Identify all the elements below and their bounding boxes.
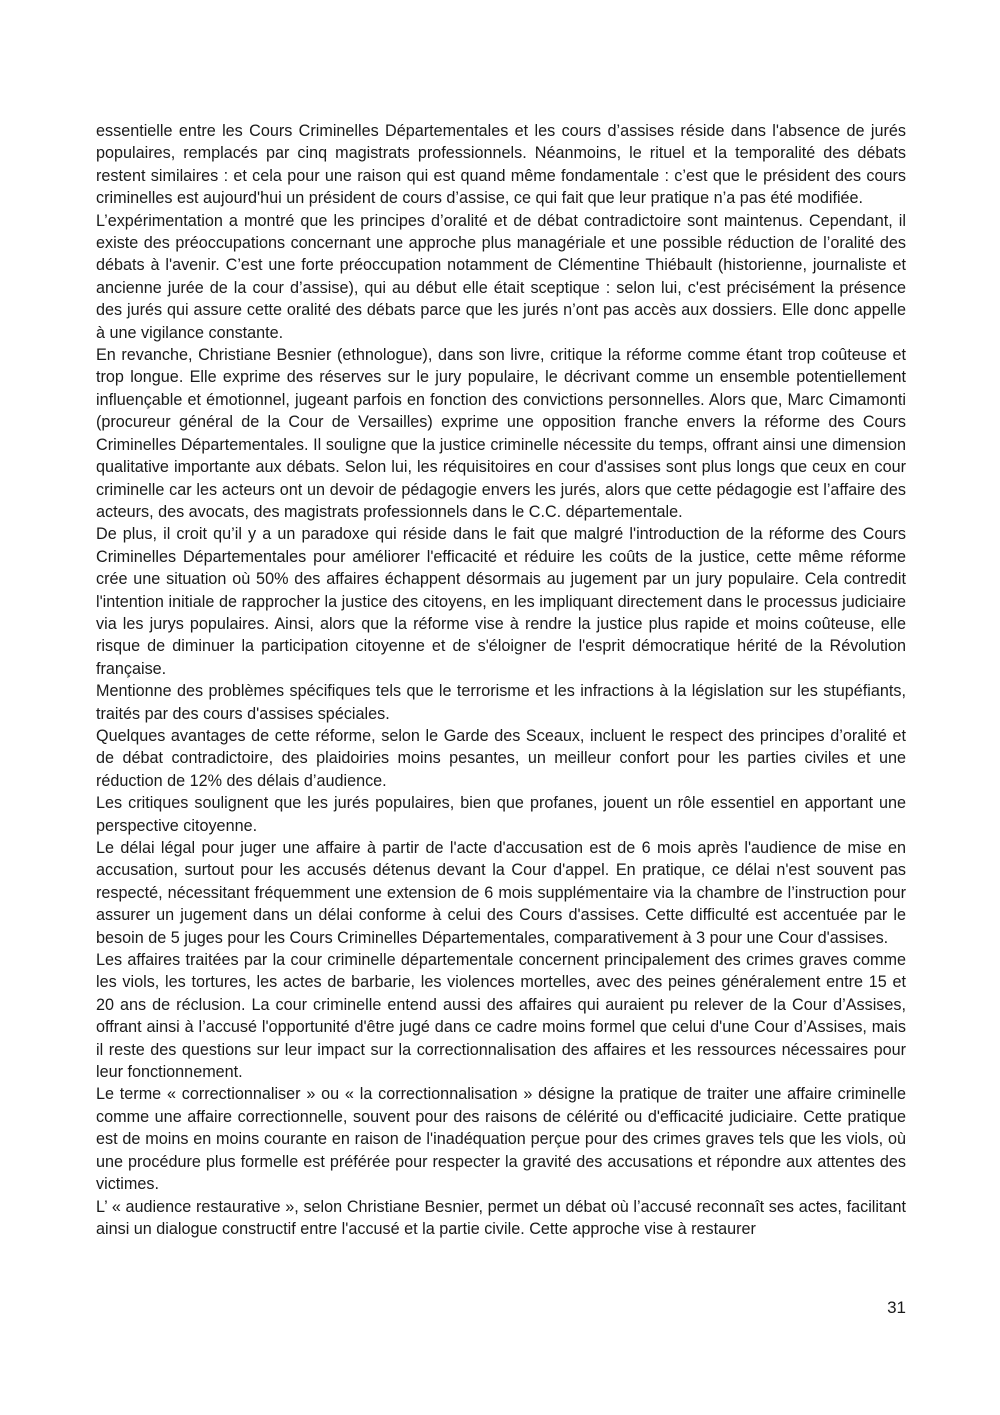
page-number: 31 <box>887 1298 906 1317</box>
paragraph: Les affaires traitées par la cour criminelle départementale concernent principalement des crimes graves comme les viols, les tortures, les actes de barbarie, les violences mortelles, avec des peines généralement entre 15 et 20 ans de réclusion. La cour criminelle entend aussi des affaires qui auraient pu relever de la Cour d’Assises, offrant ainsi à l’accusé l'opportunité d'être jugé dans ce cadre moins formel que celui d'une Cour d’Assises, mais il reste des questions sur leur impact sur la correctionnalisation des affaires et les ressources nécessaires pour leur fonctionnement. <box>96 951 906 1082</box>
paragraph: De plus, il croit qu’il y a un paradoxe qui réside dans le fait que malgré l'introduction de la réforme des Cours Criminelles Départementales pour améliorer l'efficacité et réduire les coûts de la justice, cette même réforme crée une situation où 50% des affaires échappent désormais au jugement par un jury populaire. Cela contredit l'intention initiale de rapprocher la justice des citoyens, en les impliquant directement dans le processus judiciaire via les jurys populaires. Ainsi, alors que la réforme vise à rendre la justice plus rapide et moins coûteuse, elle risque de diminuer la participation citoyenne et de s'éloigner de l'esprit démocratique hérité de la Révolution française. <box>96 525 906 678</box>
paragraph: Le terme « correctionnaliser » ou « la correctionnalisation » désigne la pratique de traiter une affaire criminelle comme une affaire correctionnelle, souvent pour des raisons de célérité ou d'efficacité judiciaire. Cette pratique est de moins en moins courante en raison de l'inadéquation perçue pour des crimes graves tels que les viols, où une procédure plus formelle est préférée pour respecter la gravité des accusations et répondre aux attentes des victimes. <box>96 1085 906 1194</box>
paragraph: Le délai légal pour juger une affaire à partir de l'acte d'accusation est de 6 mois après l'audience de mise en accusation, surtout pour les accusés détenus devant la Cour d'appel. En pratique, ce délai n'est souvent pas respecté, nécessitant fréquemment une extension de 6 mois supplémentaire via la chambre de l’instruction pour assurer un jugement dans un délai conforme à celui des Cours d'assises. Cette difficulté est accentuée par le besoin de 5 juges pour les Cours Criminelles Départementales, comparativement à 3 pour une Cour d'assises. <box>96 839 906 947</box>
paragraph: Quelques avantages de cette réforme, selon le Garde des Sceaux, incluent le respect des principes d’oralité et de débat contradictoire, des plaidoiries moins pesantes, un meilleur confort pour les parties civiles et une réduction de 12% des délais d’audience. <box>96 726 906 790</box>
document-body <box>96 120 906 1240</box>
paragraph: essentielle entre les Cours Criminelles Départementales et les cours d’assises réside dans l'absence de jurés populaires, remplacés par cinq magistrats professionnels. Néanmoins, le rituel et la temporalité des débats restent similaires : et cela pour une raison qui est quand même fondamentale : c’est que le président des cours criminelles est aujourd'hui un président de cours d’assise, ce qui fait que leur pratique n’a pas été modifiée. <box>96 122 906 208</box>
paragraph: En revanche, Christiane Besnier (ethnologue), dans son livre, critique la réforme comme étant trop coûteuse et trop longue. Elle exprime des réserves sur le jury populaire, le décrivant comme un ensemble potentiellement influençable et émotionnel, jugeant parfois en fonction des convictions personnelles. Alors que, Marc Cimamonti (procureur général de la Cour de Versailles) exprime une opposition franche envers la réforme des Cours Criminelles Départementales. Il souligne que la justice criminelle nécessite du temps, offrant ainsi une dimension qualitative importante aux débats. Selon lui, les réquisitoires en cour d'assises sont plus longs que ceux en cour criminelle car les acteurs ont un devoir de pédagogie envers les jurés, alors que cette pédagogie est l’affaire des acteurs, des avocats, des magistrats professionnels dans le C.C. départementale. <box>96 346 906 521</box>
paragraph: Mentionne des problèmes spécifiques tels que le terrorisme et les infractions à la législation sur les stupéfiants, traités par des cours d'assises spéciales. <box>96 682 906 723</box>
paragraph: L’expérimentation a montré que les principes d’oralité et de débat contradictoire sont maintenus. Cependant, il existe des préoccupations concernant une approche plus managériale et une possible réduction de l’oralité des débats à l'avenir. C’est une forte préoccupation notamment de Clémentine Thiébault (historienne, journaliste et ancienne jurée de la cour d’assise), qui au début elle était sceptique : selon lui, c'est précisément la présence des jurés qui assure cette oralité des débats parce que les jurés n’ont pas accès aux dossiers. Elle donc appelle à une vigilance constante. <box>96 211 906 342</box>
paragraph: Les critiques soulignent que les jurés populaires, bien que profanes, jouent un rôle essentiel en apportant une perspective citoyenne. <box>96 794 906 835</box>
paragraph: L’ « audience restaurative », selon Christiane Besnier, permet un débat où l’accusé reconnaît ses actes, facilitant ainsi un dialogue constructif entre l'accusé et la partie civile. Cette approche vise à restaurer <box>96 1197 906 1238</box>
